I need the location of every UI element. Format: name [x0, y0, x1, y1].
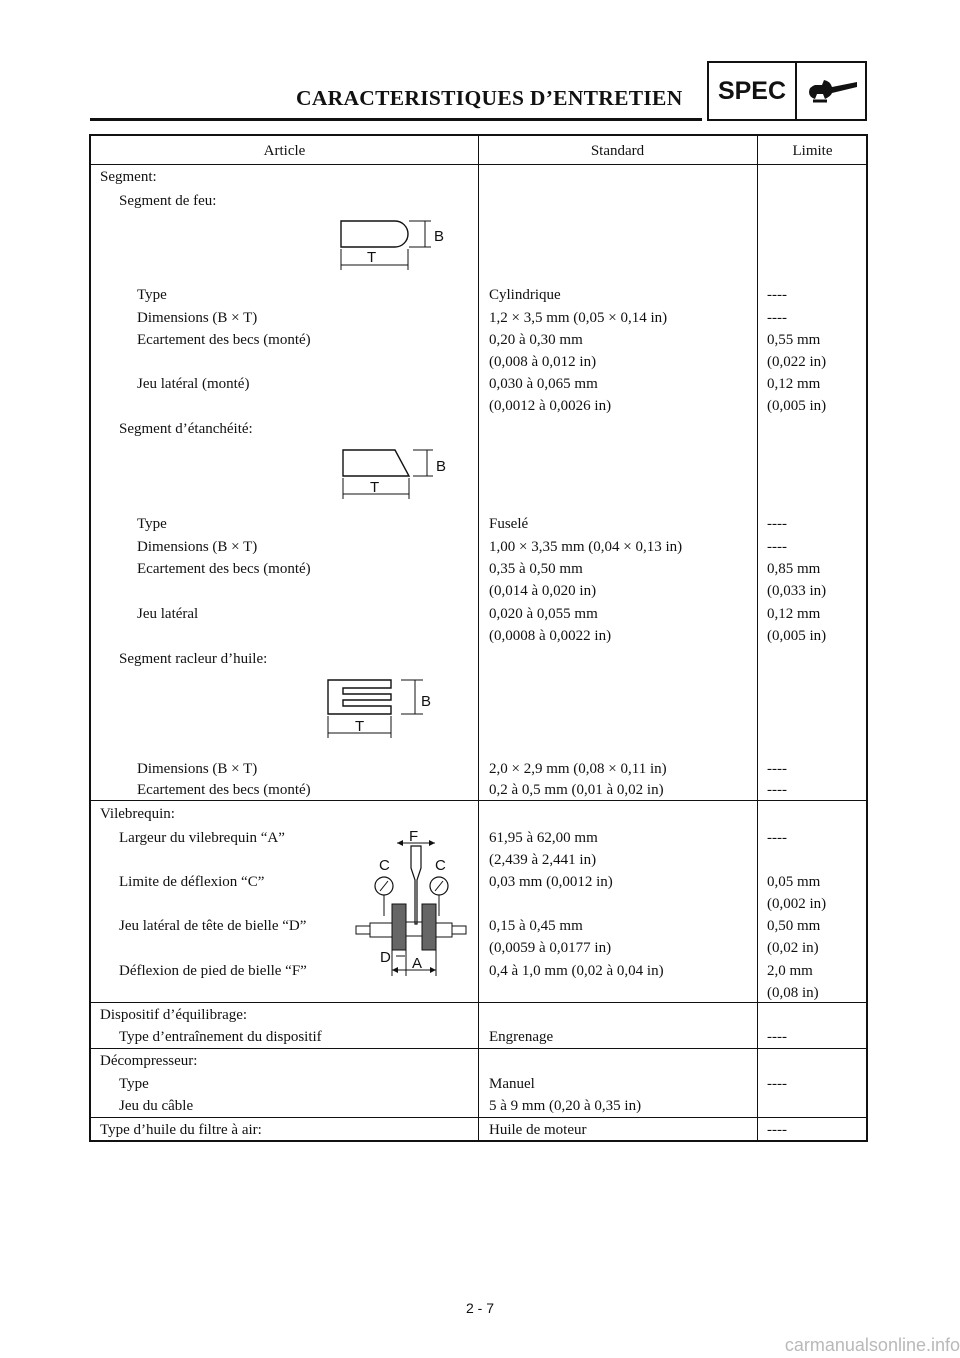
spec-label: SPEC: [709, 63, 797, 119]
feu-jeu-lim-in: (0,005 in): [767, 398, 827, 414]
etanch-ecart-lim: 0,85 mm: [767, 561, 821, 577]
decomp-jeu-std: 5 à 9 mm (0,20 à 0,35 in): [489, 1098, 642, 1114]
crankshaft-diagram: [353, 826, 477, 976]
col-divider-2: [757, 136, 758, 1140]
vb-jeu-tete-label: Jeu latéral de tête de bielle “D”: [119, 918, 307, 934]
etanch-ecart-std: 0,35 à 0,50 mm: [489, 561, 583, 577]
header-limite: Limite: [792, 143, 833, 159]
decomp-type-std: Manuel: [489, 1076, 535, 1092]
equilibrage-label: Dispositif d’équilibrage:: [100, 1007, 248, 1023]
etanch-jeu-std-in: (0,0008 à 0,0022 in): [489, 628, 612, 644]
vb-jeu-tete-std-in: (0,0059 à 0,0177 in): [489, 940, 612, 956]
label-c-right: C: [435, 857, 446, 874]
feu-jeu-label: Jeu latéral (monté): [137, 376, 250, 392]
etanch-ecart-label: Ecartement des becs (monté): [137, 561, 311, 577]
decomp-type-label: Type: [119, 1076, 149, 1092]
segment-racleur-diagram: [323, 676, 453, 746]
segment-feu-diagram: [335, 218, 455, 270]
header-divider: [91, 164, 866, 165]
label-t: T: [367, 249, 377, 266]
label-b: B: [434, 228, 445, 245]
feu-ecart-lim: 0,55 mm: [767, 332, 821, 348]
equilibrage-type-std: Engrenage: [489, 1029, 554, 1045]
decomp-type-lim: ----: [767, 1076, 787, 1092]
col-divider-1: [478, 136, 479, 1140]
header-article: Article: [263, 143, 306, 159]
vb-largeur-std: 61,95 à 62,00 mm: [489, 830, 598, 846]
racleur-dim-std: 2,0 × 2,9 mm (0,08 × 0,11 in): [489, 761, 667, 777]
vb-pied-lim: 2,0 mm: [767, 963, 813, 979]
label-t: T: [355, 718, 365, 735]
equilibrage-type-label: Type d’entraînement du dispositif: [119, 1029, 322, 1045]
vb-largeur-lim: ----: [767, 830, 787, 846]
label-b: B: [421, 693, 432, 710]
vilebrequin-label: Vilebrequin:: [100, 806, 175, 822]
etanch-type-std: Fuselé: [489, 516, 529, 532]
equilibrage-type-lim: ----: [767, 1029, 787, 1045]
spec-table: [89, 134, 868, 1142]
etanch-type-lim: ----: [767, 516, 787, 532]
racleur-ecart-std: 0,2 à 0,5 mm (0,01 à 0,02 in): [489, 782, 664, 798]
vb-deflexion-label: Limite de déflexion “C”: [119, 874, 265, 890]
wrench-icon: [805, 73, 861, 109]
feu-jeu-std-in: (0,0012 à 0,0026 in): [489, 398, 612, 414]
label-f: F: [409, 828, 419, 845]
segment-label: Segment:: [100, 169, 157, 185]
racleur-ecart-lim: ----: [767, 782, 787, 798]
huile-lim: ----: [767, 1122, 787, 1138]
label-t: T: [370, 479, 380, 496]
feu-jeu-lim: 0,12 mm: [767, 376, 821, 392]
decomp-jeu-label: Jeu du câble: [119, 1098, 194, 1114]
vb-largeur-label: Largeur du vilebrequin “A”: [119, 830, 285, 846]
etanch-jeu-std: 0,020 à 0,055 mm: [489, 606, 598, 622]
row-divider-decompresseur: [91, 1048, 866, 1049]
vb-jeu-tete-lim: 0,50 mm: [767, 918, 821, 934]
vb-pied-std: 0,4 à 1,0 mm (0,02 à 0,04 in): [489, 963, 664, 979]
watermark: carmanualsonline.info: [784, 1335, 960, 1355]
etanch-ecart-lim-in: (0,033 in): [767, 583, 827, 599]
segment-etanch-diagram: [337, 447, 457, 499]
vb-jeu-tete-lim-in: (0,02 in): [767, 940, 819, 956]
feu-ecart-label: Ecartement des becs (monté): [137, 332, 311, 348]
etanch-jeu-lim-in: (0,005 in): [767, 628, 827, 644]
racleur-dim-label: Dimensions (B × T): [137, 761, 258, 777]
label-c-left: C: [379, 857, 390, 874]
feu-dim-lim: ----: [767, 310, 787, 326]
feu-ecart-std-in: (0,008 à 0,012 in): [489, 354, 597, 370]
feu-type-lim: ----: [767, 287, 787, 303]
page-number: 2 - 7: [465, 1300, 494, 1316]
segment-feu-label: Segment de feu:: [119, 193, 217, 209]
label-a: A: [412, 955, 423, 972]
row-divider-huile: [91, 1117, 866, 1118]
row-divider-equilibrage: [91, 1002, 866, 1003]
etanch-ecart-std-in: (0,014 à 0,020 in): [489, 583, 597, 599]
vb-deflexion-lim: 0,05 mm: [767, 874, 821, 890]
vb-deflexion-lim-in: (0,002 in): [767, 896, 827, 912]
feu-type-label: Type: [137, 287, 167, 303]
vb-jeu-tete-std: 0,15 à 0,45 mm: [489, 918, 583, 934]
feu-jeu-std: 0,030 à 0,065 mm: [489, 376, 598, 392]
vb-pied-lim-in: (0,08 in): [767, 985, 819, 1001]
header-rule: [90, 118, 702, 121]
huile-label: Type d’huile du filtre à air:: [100, 1122, 262, 1138]
vb-deflexion-std: 0,03 mm (0,0012 in): [489, 874, 613, 890]
feu-ecart-lim-in: (0,022 in): [767, 354, 827, 370]
huile-std: Huile de moteur: [489, 1122, 587, 1138]
racleur-ecart-label: Ecartement des becs (monté): [137, 782, 311, 798]
feu-dim-label: Dimensions (B × T): [137, 310, 258, 326]
label-d: D: [380, 949, 391, 966]
racleur-dim-lim: ----: [767, 761, 787, 777]
label-b: B: [436, 458, 447, 475]
decompresseur-label: Décompresseur:: [100, 1053, 198, 1069]
page-title: CARACTERISTIQUES D’ENTRETIEN: [296, 86, 683, 110]
segment-racleur-label: Segment racleur d’huile:: [119, 651, 268, 667]
spec-badge: [707, 61, 867, 121]
etanch-type-label: Type: [137, 516, 167, 532]
etanch-jeu-label: Jeu latéral: [137, 606, 199, 622]
etanch-dim-label: Dimensions (B × T): [137, 539, 258, 555]
vb-largeur-std-in: (2,439 à 2,441 in): [489, 852, 597, 868]
feu-dim-std: 1,2 × 3,5 mm (0,05 × 0,14 in): [489, 310, 668, 326]
etanch-dim-lim: ----: [767, 539, 787, 555]
etanch-jeu-lim: 0,12 mm: [767, 606, 821, 622]
feu-type-std: Cylindrique: [489, 287, 561, 303]
etanch-dim-std: 1,00 × 3,35 mm (0,04 × 0,13 in): [489, 539, 683, 555]
segment-etanch-label: Segment d’étanchéité:: [119, 421, 253, 437]
header-standard: Standard: [590, 143, 645, 159]
feu-ecart-std: 0,20 à 0,30 mm: [489, 332, 583, 348]
vb-pied-label: Déflexion de pied de bielle “F”: [119, 963, 307, 979]
